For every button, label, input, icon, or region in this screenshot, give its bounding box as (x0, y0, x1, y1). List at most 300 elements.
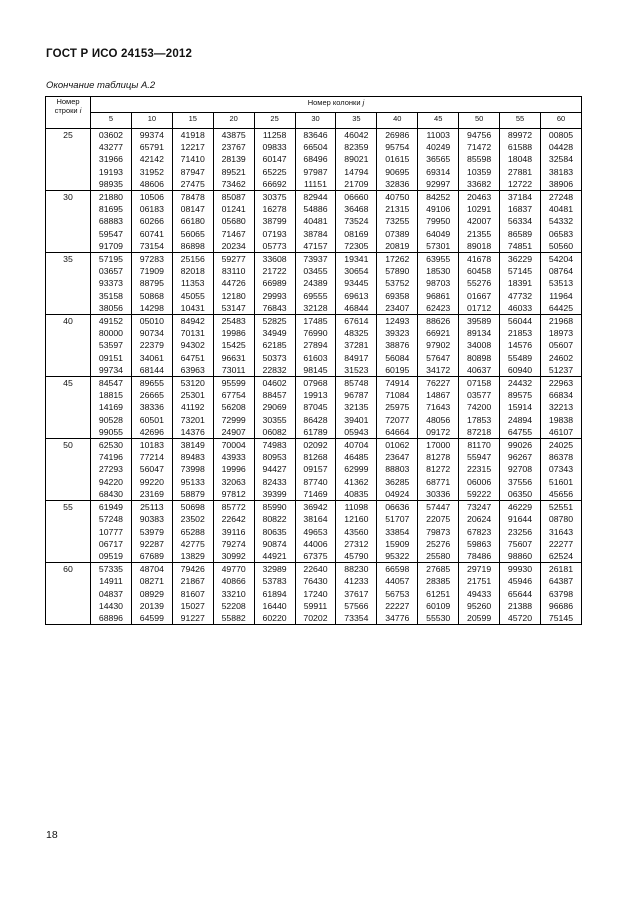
cell-value: 61588 (507, 142, 533, 153)
cell-value: 79873 (426, 526, 451, 537)
cell-value: 73998 (180, 464, 205, 475)
cell-value: 22832 (262, 364, 287, 375)
cell-value: 45790 (344, 550, 369, 561)
table-cell (172, 501, 213, 563)
cell-value: 72077 (385, 414, 410, 425)
table-cell (254, 129, 295, 191)
cell-value: 09172 (426, 426, 451, 437)
cell-value: 99220 (139, 476, 164, 487)
cell-value: 94220 (98, 476, 124, 487)
cell-value: 56044 (507, 316, 533, 327)
cell-value: 37281 (344, 340, 369, 351)
table-cell (377, 191, 418, 253)
cell-value: 64755 (507, 426, 533, 437)
cell-value: 11258 (262, 130, 287, 140)
cell-value: 85990 (262, 502, 287, 513)
cell-value: 47732 (507, 290, 533, 301)
cell-value: 76227 (426, 378, 451, 389)
cell-value: 25113 (140, 502, 164, 513)
cell-value: 06350 (507, 488, 533, 499)
cell-value: 59547 (98, 228, 124, 239)
cell-value: 37556 (507, 476, 533, 487)
cell-value: 34949 (262, 328, 287, 339)
cell-value: 98703 (426, 278, 451, 289)
cell-value: 44057 (385, 576, 410, 587)
cell-value: 60220 (262, 612, 287, 623)
cell-value: 46844 (344, 302, 369, 313)
cell-value: 26181 (548, 564, 574, 575)
table-cell (131, 191, 172, 253)
cell-value: 25276 (426, 538, 451, 549)
cell-value: 48704 (139, 564, 164, 575)
cell-value: 87947 (180, 166, 205, 177)
cell-value: 61603 (303, 352, 328, 363)
cell-value: 40704 (344, 440, 369, 451)
cell-value: 14794 (344, 166, 369, 177)
cell-value: 73354 (344, 612, 369, 623)
cell-value: 21388 (507, 600, 533, 611)
cell-value: 33682 (467, 178, 492, 189)
cell-value: 89655 (139, 378, 164, 389)
cell-value: 09833 (262, 142, 287, 153)
cell-value: 88230 (344, 564, 369, 575)
cell-value: 80822 (262, 514, 287, 525)
cell-value: 05607 (548, 340, 574, 351)
col-group-var: j (362, 98, 365, 107)
table-cell (500, 129, 541, 191)
cell-value: 07343 (548, 464, 574, 475)
cell-value: 98145 (303, 364, 328, 375)
table-cell (295, 129, 336, 191)
row-header-line2: строки (54, 106, 78, 115)
table-cell (459, 129, 500, 191)
cell-value: 49152 (98, 316, 124, 327)
cell-value: 50698 (180, 502, 205, 513)
table-cell (500, 501, 541, 563)
cell-value: 92708 (507, 464, 533, 475)
cell-value: 25975 (385, 402, 410, 413)
cell-value: 85772 (221, 502, 246, 513)
table-cell (418, 563, 459, 625)
cell-value: 74851 (507, 240, 533, 251)
cell-value: 25301 (180, 390, 205, 401)
cell-value: 71643 (426, 402, 451, 413)
cell-value: 07389 (385, 228, 410, 239)
cell-value: 39401 (344, 414, 369, 425)
table-cell (254, 315, 295, 377)
column-header: 35 (336, 113, 377, 129)
table-cell (295, 253, 336, 315)
cell-value: 23256 (507, 526, 533, 537)
table-cell (91, 563, 132, 625)
cell-value: 28139 (221, 154, 246, 165)
cell-value: 64751 (180, 352, 205, 363)
cell-value: 07158 (467, 378, 492, 389)
cell-value: 25483 (221, 316, 246, 327)
cell-value: 27685 (426, 564, 451, 575)
cell-value: 38183 (548, 166, 574, 177)
cell-value: 74196 (98, 452, 124, 463)
cell-value: 43277 (98, 142, 124, 153)
cell-value: 53597 (98, 340, 124, 351)
table-cell (254, 439, 295, 501)
cell-value: 20599 (467, 612, 492, 623)
cell-value: 62185 (262, 340, 287, 351)
table-cell (254, 501, 295, 563)
cell-value: 03657 (98, 266, 124, 277)
cell-value: 53979 (139, 526, 164, 537)
cell-value: 12217 (180, 142, 205, 153)
cell-value: 63963 (180, 364, 205, 375)
cell-value: 64425 (548, 302, 574, 313)
cell-value: 24025 (548, 440, 574, 451)
cell-value: 14376 (180, 426, 205, 437)
cell-value: 55530 (426, 612, 451, 623)
cell-value: 30336 (426, 488, 451, 499)
cell-value: 86378 (548, 452, 574, 463)
table-cell (213, 439, 254, 501)
row-number: 40 (46, 315, 91, 377)
table-cell (418, 191, 459, 253)
cell-value: 21355 (467, 228, 492, 239)
table-row (46, 377, 582, 439)
cell-value: 73524 (344, 216, 369, 227)
cell-value: 06636 (385, 502, 410, 513)
table-cell (377, 129, 418, 191)
cell-value: 48056 (426, 414, 451, 425)
column-header: 50 (459, 113, 500, 129)
cell-value: 65791 (139, 142, 164, 153)
row-number: 45 (46, 377, 91, 439)
table-cell (500, 439, 541, 501)
cell-value: 45055 (180, 290, 205, 301)
cell-value: 71469 (303, 488, 328, 499)
cell-value: 30992 (221, 550, 246, 561)
cell-value: 01712 (467, 302, 492, 313)
table-cell (172, 129, 213, 191)
cell-value: 71084 (385, 390, 410, 401)
cell-value: 22642 (221, 514, 246, 525)
cell-value: 01615 (385, 154, 410, 165)
cell-value: 06183 (139, 204, 164, 215)
cell-value: 89021 (344, 154, 369, 165)
column-header: 55 (500, 113, 541, 129)
cell-value: 40481 (303, 216, 328, 227)
cell-value: 54332 (548, 216, 574, 227)
table-cell (213, 563, 254, 625)
cell-value: 11003 (426, 130, 450, 140)
cell-value: 18815 (98, 390, 124, 401)
cell-value: 46485 (344, 452, 369, 463)
cell-value: 66692 (262, 178, 287, 189)
cell-value: 88803 (385, 464, 410, 475)
table-cell (336, 377, 377, 439)
cell-value: 49433 (467, 588, 492, 599)
cell-value: 04602 (262, 378, 287, 389)
cell-value: 64599 (139, 612, 164, 623)
row-number: 55 (46, 501, 91, 563)
cell-value: 31643 (548, 526, 574, 537)
cell-value: 91644 (507, 514, 533, 525)
cell-value: 67689 (139, 550, 164, 561)
cell-value: 49770 (221, 564, 246, 575)
cell-value: 42142 (139, 154, 164, 165)
cell-value: 16440 (262, 600, 287, 611)
cell-value: 88457 (262, 390, 287, 401)
cell-value: 30355 (262, 414, 287, 425)
row-number: 60 (46, 563, 91, 625)
cell-value: 57195 (98, 254, 124, 265)
table-cell (91, 315, 132, 377)
cell-value: 95322 (385, 550, 410, 561)
cell-value: 53513 (548, 278, 574, 289)
cell-value: 38799 (262, 216, 287, 227)
cell-value: 04428 (548, 142, 574, 153)
cell-value: 19193 (98, 166, 124, 177)
cell-value: 50868 (139, 290, 164, 301)
cell-value: 32584 (548, 154, 574, 165)
cell-value: 21968 (548, 316, 574, 327)
cell-value: 74914 (385, 378, 410, 389)
cell-value: 89972 (507, 130, 533, 140)
cell-value: 03455 (303, 266, 328, 277)
table-cell (131, 563, 172, 625)
cell-value: 96686 (548, 600, 574, 611)
table-cell (500, 253, 541, 315)
cell-value: 36942 (303, 502, 328, 513)
cell-value: 06583 (548, 228, 574, 239)
cell-value: 27248 (548, 192, 574, 203)
cell-value: 06660 (344, 192, 369, 203)
cell-value: 24894 (507, 414, 533, 425)
table-cell (418, 501, 459, 563)
cell-value: 89575 (507, 390, 533, 401)
column-header: 45 (418, 113, 459, 129)
cell-value: 90528 (98, 414, 124, 425)
table-cell (336, 129, 377, 191)
cell-value: 34008 (467, 340, 492, 351)
cell-value: 08169 (344, 228, 369, 239)
cell-value: 80953 (262, 452, 287, 463)
cell-value: 64049 (426, 228, 451, 239)
cell-value: 50560 (548, 240, 574, 251)
cell-value: 69555 (303, 290, 328, 301)
cell-value: 74200 (467, 402, 492, 413)
cell-value: 71909 (139, 266, 164, 277)
cell-value: 42696 (139, 426, 164, 437)
cell-value: 34172 (426, 364, 451, 375)
cell-value: 57890 (385, 266, 410, 277)
cell-value: 32989 (262, 564, 287, 575)
cell-value: 14867 (426, 390, 451, 401)
cell-value: 88795 (139, 278, 164, 289)
cell-value: 20624 (467, 514, 492, 525)
table-row (46, 315, 582, 377)
table-cell (91, 377, 132, 439)
cell-value: 55947 (467, 452, 492, 463)
cell-value: 79274 (221, 538, 246, 549)
page-number: 18 (46, 829, 58, 841)
cell-value: 98935 (98, 178, 124, 189)
table-cell (540, 315, 581, 377)
cell-value: 40637 (467, 364, 492, 375)
cell-value: 22075 (426, 514, 451, 525)
cell-value: 88626 (426, 316, 451, 327)
cell-value: 52551 (548, 502, 574, 513)
cell-value: 68896 (98, 612, 124, 623)
table-row (46, 191, 582, 253)
cell-value: 48325 (344, 328, 369, 339)
cell-value: 67375 (303, 550, 328, 561)
table-cell (459, 501, 500, 563)
cell-value: 95260 (467, 600, 492, 611)
cell-value: 14430 (98, 600, 124, 611)
column-header: 10 (131, 113, 172, 129)
cell-value: 90874 (262, 538, 287, 549)
cell-value: 97283 (139, 254, 164, 265)
cell-value: 96787 (344, 390, 369, 401)
cell-value: 45720 (507, 612, 533, 623)
cell-value: 89018 (467, 240, 492, 251)
table-cell (459, 315, 500, 377)
cell-value: 53783 (262, 576, 287, 587)
cell-value: 31966 (98, 154, 124, 165)
cell-value: 73255 (385, 216, 410, 227)
table-cell (418, 377, 459, 439)
cell-value: 89483 (180, 452, 205, 463)
cell-value: 70004 (221, 440, 246, 451)
cell-value: 27881 (507, 166, 533, 177)
cell-value: 71467 (221, 228, 246, 239)
table-row (46, 563, 582, 625)
cell-value: 84942 (180, 316, 205, 327)
table-row (46, 439, 582, 501)
cell-value: 90695 (385, 166, 410, 177)
cell-value: 57145 (507, 266, 533, 277)
cell-value: 60741 (139, 228, 164, 239)
row-number: 35 (46, 253, 91, 315)
cell-value: 25580 (426, 550, 451, 561)
cell-value: 20139 (139, 600, 164, 611)
cell-value: 83110 (221, 266, 246, 277)
cell-value: 03577 (467, 390, 492, 401)
table-cell (336, 563, 377, 625)
table-cell (91, 501, 132, 563)
table-cell (295, 563, 336, 625)
cell-value: 16837 (507, 204, 533, 215)
cell-value: 81278 (426, 452, 451, 463)
table-cell (131, 501, 172, 563)
cell-value: 24432 (507, 378, 533, 389)
cell-value: 18048 (507, 154, 533, 165)
cell-value: 68430 (98, 488, 124, 499)
cell-value: 43560 (344, 526, 369, 537)
cell-value: 27293 (98, 464, 124, 475)
row-number: 30 (46, 191, 91, 253)
table-cell (336, 439, 377, 501)
cell-value: 09157 (303, 464, 328, 475)
col-group-label: Номер колонки (307, 98, 361, 107)
row-header-line1: Номер (56, 97, 80, 106)
table-cell (377, 253, 418, 315)
cell-value: 80000 (98, 328, 124, 339)
cell-value: 36565 (426, 154, 451, 165)
cell-value: 11353 (181, 278, 205, 289)
cell-value: 95754 (385, 142, 410, 153)
cell-value: 11151 (304, 178, 327, 189)
cell-value: 14298 (139, 302, 164, 313)
cell-value: 26665 (139, 390, 164, 401)
cell-value: 86898 (180, 240, 205, 251)
cell-value: 57566 (344, 600, 369, 611)
cell-value: 99055 (98, 426, 124, 437)
cell-value: 30654 (344, 266, 369, 277)
cell-value: 18391 (507, 278, 533, 289)
cell-value: 19341 (344, 254, 369, 265)
cell-value: 62999 (344, 464, 369, 475)
cell-value: 52208 (221, 600, 246, 611)
cell-value: 23502 (180, 514, 205, 525)
cell-value: 69358 (385, 290, 410, 301)
table-cell (213, 253, 254, 315)
cell-value: 34061 (139, 352, 164, 363)
cell-value: 45946 (507, 576, 533, 587)
cell-value: 13829 (180, 550, 205, 561)
cell-value: 94756 (467, 130, 492, 140)
cell-value: 84252 (426, 192, 451, 203)
cell-value: 39323 (385, 328, 410, 339)
cell-value: 81607 (180, 588, 205, 599)
cell-value: 59222 (467, 488, 492, 499)
row-number: 50 (46, 439, 91, 501)
table-cell (254, 253, 295, 315)
table-cell (500, 563, 541, 625)
cell-value: 42775 (180, 538, 205, 549)
cell-value: 76430 (303, 576, 328, 587)
cell-value: 33210 (221, 588, 246, 599)
cell-value: 60940 (507, 364, 533, 375)
cell-value: 99374 (139, 130, 164, 140)
cell-value: 08764 (548, 266, 574, 277)
cell-value: 81170 (467, 440, 491, 451)
cell-value: 97902 (426, 340, 451, 351)
cell-value: 76843 (262, 302, 287, 313)
table-cell (213, 501, 254, 563)
cell-value: 65225 (262, 166, 287, 177)
cell-value: 79950 (426, 216, 451, 227)
cell-value: 40835 (344, 488, 369, 499)
cell-value: 17853 (467, 414, 492, 425)
cell-value: 27475 (180, 178, 205, 189)
cell-value: 65288 (180, 526, 205, 537)
cell-value: 38056 (98, 302, 124, 313)
cell-value: 39116 (221, 526, 246, 537)
row-number-header (46, 97, 91, 129)
cell-value: 64664 (385, 426, 410, 437)
cell-value: 33608 (262, 254, 287, 265)
table-row (46, 129, 582, 191)
cell-value: 10183 (139, 440, 164, 451)
cell-value: 32213 (548, 402, 574, 413)
cell-value: 17262 (385, 254, 410, 265)
table-cell (254, 377, 295, 439)
table-cell (540, 439, 581, 501)
table-cell (295, 315, 336, 377)
cell-value: 08929 (139, 588, 164, 599)
cell-value: 40750 (385, 192, 410, 203)
cell-value: 10291 (467, 204, 492, 215)
cell-value: 94427 (262, 464, 287, 475)
